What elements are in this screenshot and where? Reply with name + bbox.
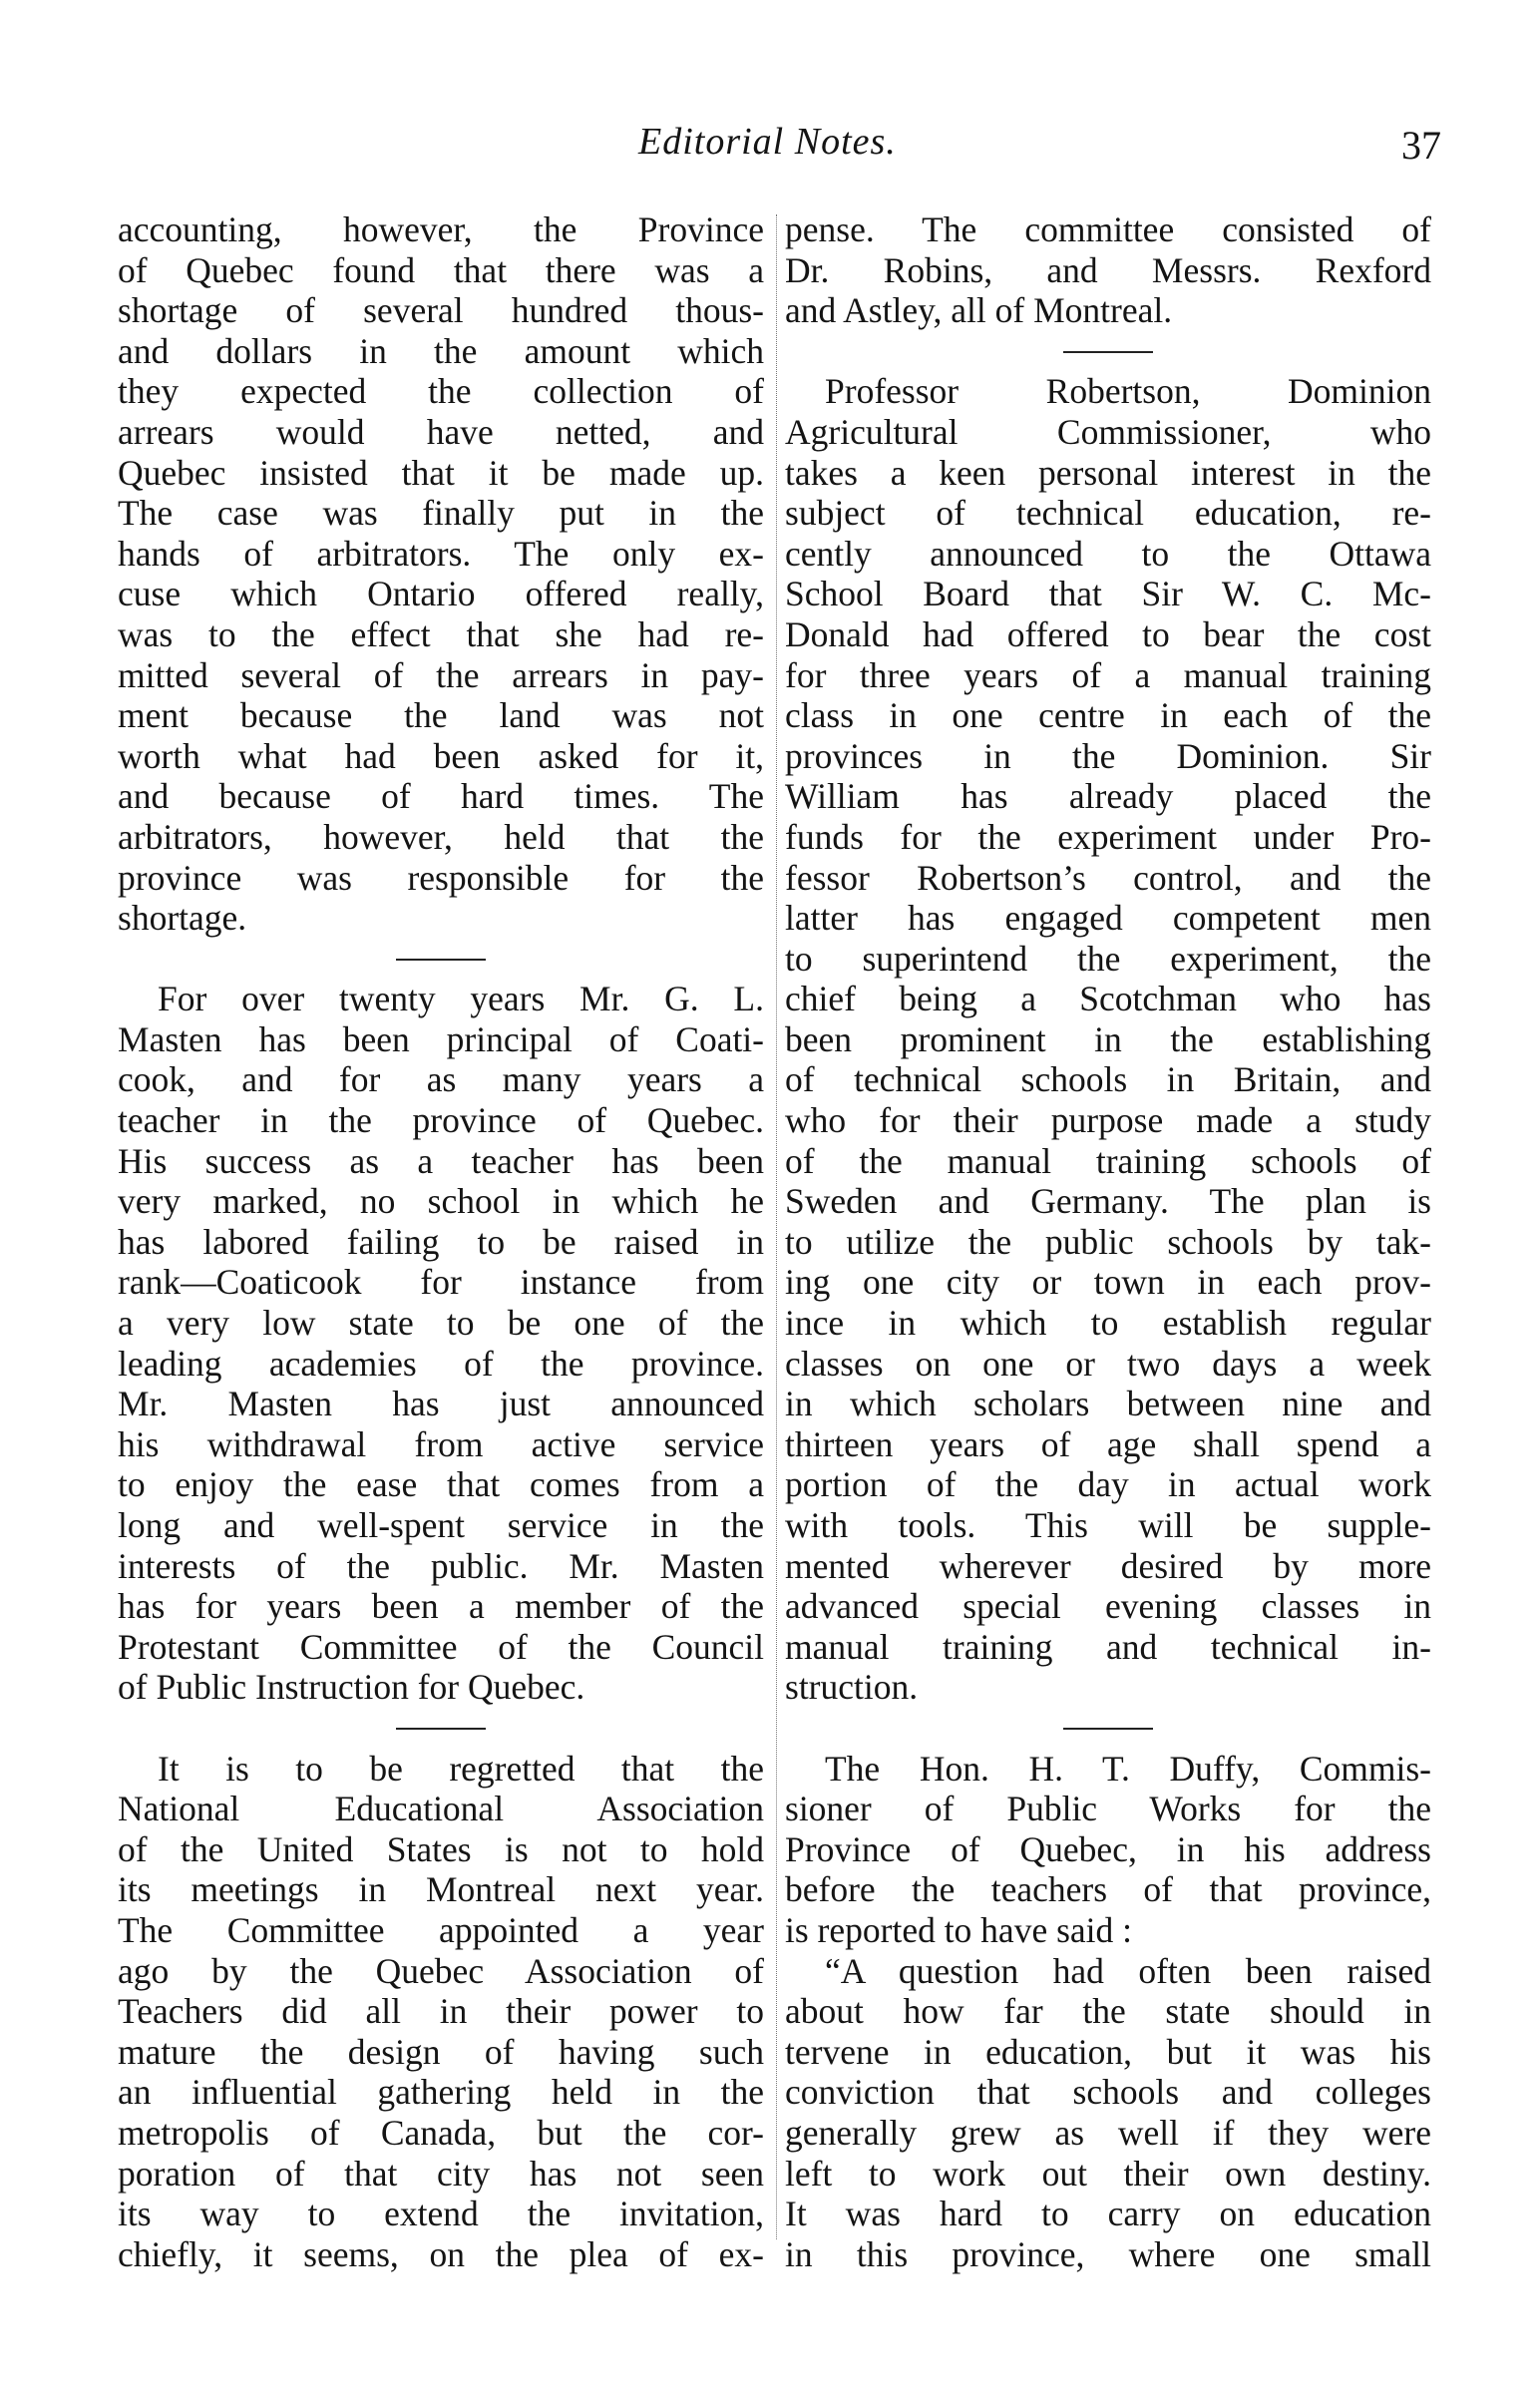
text-line: takes a keen personal interest in the — [785, 452, 1431, 493]
text-line: mitted several of the arrears in pay- — [118, 654, 764, 695]
text-line: rank—Coaticook for instance from — [118, 1262, 764, 1303]
text-line: of technical schools in Britain, and — [785, 1059, 1431, 1100]
text-line: its way to extend the invitation, — [118, 2194, 764, 2234]
section-separator — [785, 331, 1431, 372]
text-line: Sweden and Germany. The plan is — [785, 1181, 1431, 1222]
text-line: for three years of a manual training — [785, 654, 1431, 695]
text-line: a very low state to be one of the — [118, 1303, 764, 1344]
text-line: For over twenty years Mr. G. L. — [158, 979, 764, 1019]
text-line: teacher in the province of Quebec. — [118, 1100, 764, 1141]
text-line: latter has engaged competent men — [785, 898, 1431, 939]
text-line: of Public Instruction for Quebec. — [118, 1667, 585, 1708]
text-line: National Educational Association — [118, 1789, 764, 1829]
text-line: ment because the land was not — [118, 695, 764, 736]
text-line: Protestant Committee of the Council — [118, 1626, 764, 1667]
text-line: School Board that Sir W. C. Mc- — [785, 574, 1431, 614]
right-column — [785, 209, 1431, 2274]
text-line: ing one city or town in each prov- — [785, 1262, 1431, 1303]
text-line: manual training and technical in- — [785, 1626, 1431, 1667]
text-line: It is to be regretted that the — [158, 1748, 764, 1789]
text-line: province was responsible for the — [118, 857, 764, 898]
text-line: Mr. Masten has just announced — [118, 1384, 764, 1424]
text-line: interests of the public. Mr. Masten — [118, 1545, 764, 1586]
text-line: Teachers did all in their power to — [118, 1991, 764, 2032]
text-line: classes on one or two days a week — [785, 1343, 1431, 1384]
text-line: thirteen years of age shall spend a — [785, 1423, 1431, 1464]
text-line: long and well-spent service in the — [118, 1505, 764, 1545]
text-line: an influential gathering held in the — [118, 2072, 764, 2113]
text-line: its meetings in Montreal next year. — [118, 1869, 764, 1910]
text-line: generally grew as well if they were — [785, 2112, 1431, 2153]
text-line: portion of the day in actual work — [785, 1464, 1431, 1505]
text-line: who for their purpose made a study — [785, 1100, 1431, 1141]
text-line: Quebec insisted that it be made up. — [118, 452, 764, 493]
running-title: Editorial Notes. — [638, 121, 897, 163]
text-line: very marked, no school in which he — [118, 1181, 764, 1222]
text-line: Masten has been principal of Coati- — [118, 1018, 764, 1059]
text-line: and because of hard times. The — [118, 776, 764, 817]
text-line: arrears would have netted, and — [118, 411, 764, 452]
text-line: The Committee appointed a year — [118, 1909, 764, 1950]
text-line: to enjoy the ease that comes from a — [118, 1464, 764, 1505]
text-line: pense. The committee consisted of — [785, 209, 1431, 249]
text-line: cook, and for as many years a — [118, 1059, 764, 1100]
text-line: cuse which Ontario offered really, — [118, 574, 764, 614]
text-line: Agricultural Commissioner, who — [785, 411, 1431, 452]
left-column — [118, 209, 764, 2274]
text-line: ince in which to establish regular — [785, 1303, 1431, 1344]
text-line: The case was finally put in the — [118, 493, 764, 534]
text-line: chiefly, it seems, on the plea of ex- — [118, 2233, 764, 2274]
section-separator — [785, 1708, 1431, 1749]
section-separator — [118, 1708, 764, 1749]
text-line: Province of Quebec, in his address — [785, 1828, 1431, 1869]
text-line: struction. — [785, 1667, 919, 1708]
text-line: subject of technical education, re- — [785, 493, 1431, 534]
text-line: shortage of several hundred thous- — [118, 290, 764, 331]
text-line: accounting, however, the Province — [118, 209, 764, 249]
text-line: funds for the experiment under Pro- — [785, 816, 1431, 857]
text-line: cently announced to the Ottawa — [785, 533, 1431, 574]
text-line: shortage. — [118, 898, 247, 939]
text-line: and Astley, all of Montreal. — [785, 290, 1173, 331]
text-line: provinces in the Dominion. Sir — [785, 735, 1431, 776]
text-line: class in one centre in each of the — [785, 695, 1431, 736]
text-line: Professor Robertson, Dominion — [825, 371, 1431, 412]
text-line: mented wherever desired by more — [785, 1545, 1431, 1586]
text-line: The Hon. H. T. Duffy, Commis- — [825, 1748, 1431, 1789]
text-line: to utilize the public schools by tak- — [785, 1221, 1431, 1262]
text-line: to superintend the experiment, the — [785, 938, 1431, 979]
section-separator — [118, 939, 764, 980]
text-line: chief being a Scotchman who has — [785, 979, 1431, 1019]
page-number: 37 — [1401, 123, 1441, 168]
text-line: arbitrators, however, held that the — [118, 816, 764, 857]
text-line: tervene in education, but it was his — [785, 2031, 1431, 2072]
text-line: of the United States is not to hold — [118, 1828, 764, 1869]
text-line: about how far the state should in — [785, 1991, 1431, 2032]
text-line: worth what had been asked for it, — [118, 735, 764, 776]
text-line: ago by the Quebec Association of — [118, 1950, 764, 1991]
text-line: his withdrawal from active service — [118, 1423, 764, 1464]
text-line: been prominent in the establishing — [785, 1018, 1431, 1059]
text-line: has for years been a member of the — [118, 1586, 764, 1627]
text-line: metropolis of Canada, but the cor- — [118, 2112, 764, 2153]
text-line: is reported to have said : — [785, 1909, 1132, 1950]
text-line: with tools. This will be supple- — [785, 1505, 1431, 1545]
text-line: was to the effect that she had re- — [118, 613, 764, 654]
text-line: It was hard to carry on education — [785, 2194, 1431, 2234]
page-header — [0, 120, 1540, 180]
text-line: before the teachers of that province, — [785, 1869, 1431, 1910]
text-line: hands of arbitrators. The only ex- — [118, 533, 764, 574]
text-line: “A question had often been raised — [825, 1950, 1431, 1991]
text-line: His success as a teacher has been — [118, 1140, 764, 1181]
text-line: sioner of Public Works for the — [785, 1789, 1431, 1829]
text-line: fessor Robertson’s control, and the — [785, 857, 1431, 898]
text-line: of Quebec found that there was a — [118, 249, 764, 290]
text-line: in this province, where one small — [785, 2233, 1431, 2274]
text-line: they expected the collection of — [118, 371, 764, 412]
text-line: conviction that schools and colleges — [785, 2072, 1431, 2113]
text-line: Donald had offered to bear the cost — [785, 613, 1431, 654]
text-line: leading academies of the province. — [118, 1343, 764, 1384]
text-line: William has already placed the — [785, 776, 1431, 817]
text-line: poration of that city has not seen — [118, 2153, 764, 2194]
text-line: and dollars in the amount which — [118, 330, 764, 371]
text-line: mature the design of having such — [118, 2031, 764, 2072]
text-line: left to work out their own destiny. — [785, 2153, 1431, 2194]
text-line: in which scholars between nine and — [785, 1384, 1431, 1424]
text-line: has labored failing to be raised in — [118, 1221, 764, 1262]
text-line: of the manual training schools of — [785, 1140, 1431, 1181]
text-line: advanced special evening classes in — [785, 1586, 1431, 1627]
text-line: Dr. Robins, and Messrs. Rexford — [785, 249, 1431, 290]
column-divider — [776, 214, 777, 2239]
